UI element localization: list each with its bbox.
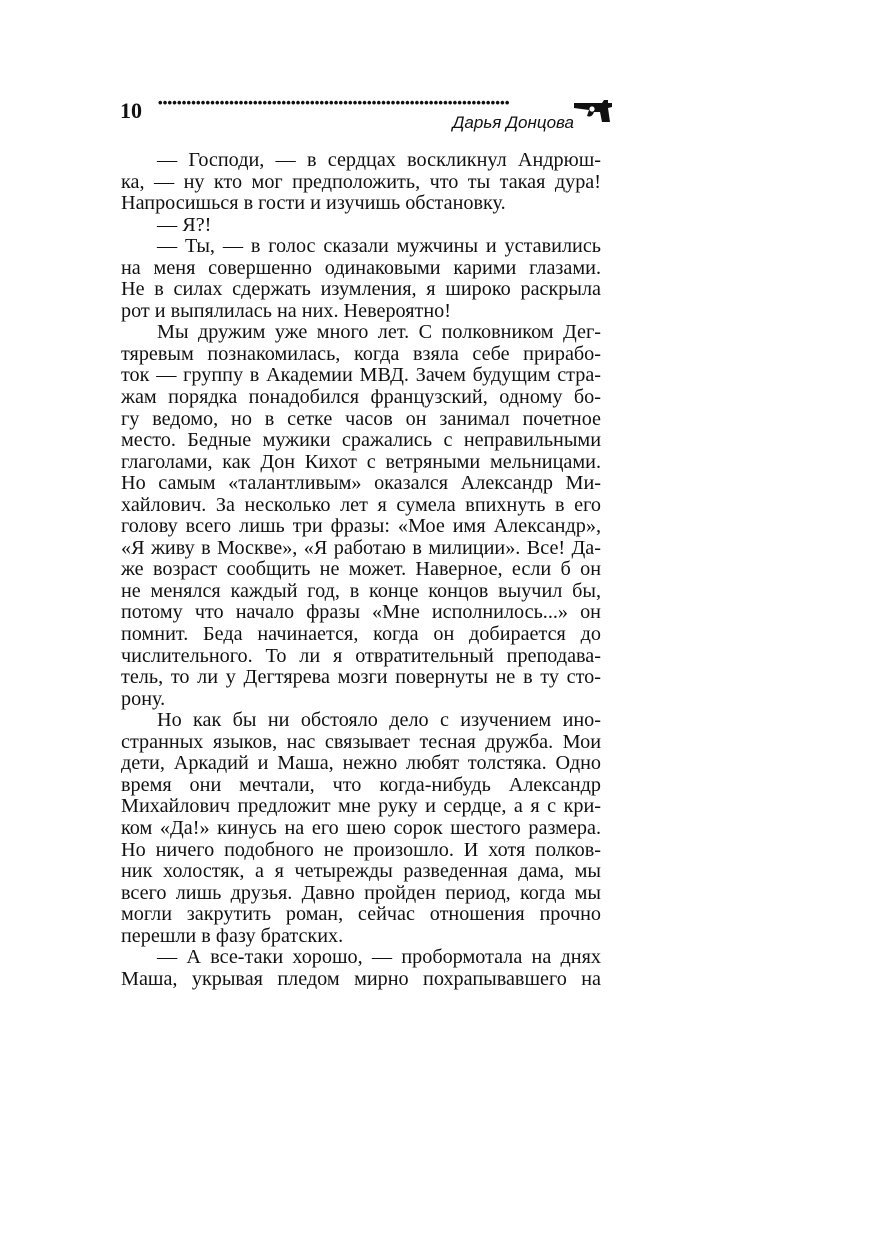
- text-line: хайлович. За несколько лет я сумела впихнуть в его: [121, 493, 601, 516]
- text-line: ком «Да!» кинусь на его шею сорок шестого размера.: [121, 816, 601, 839]
- text-line: место. Бедные мужики сражались с неправильными: [121, 429, 601, 452]
- text-line: на меня совершенно одинаковыми карими глазами.: [121, 256, 601, 279]
- text-line: потому что начало фразы «Мне исполнилось...» он: [121, 601, 601, 624]
- author-name: Дарья Донцова: [452, 113, 574, 132]
- text-line: не менялся каждый год, в конце концов выучил бы,: [121, 579, 601, 602]
- text-line: могли закрутить роман, сейчас отношения прочно: [121, 903, 601, 926]
- text-line: гу ведомо, но в сетке часов он занимал почетное: [121, 407, 601, 430]
- text-line: тель, то ли у Дегтярева мозги повернуты не в ту сто-: [121, 666, 601, 689]
- text-line: перешли в фазу братских.: [121, 924, 344, 947]
- text-line: же возраст сообщить не может. Наверное, если б он: [121, 558, 601, 581]
- text-line: глаголами, как Дон Кихот с ветряными мельницами.: [121, 450, 601, 473]
- text-line: Напросишься в гости и изучишь обстановку.: [121, 192, 506, 215]
- text-line: странных языков, нас связывает тесная дружба. Мои: [121, 730, 601, 753]
- page-number: 10: [120, 98, 142, 123]
- text-line: Но самым «талантливым» оказался Александр Ми-: [121, 472, 601, 495]
- text-line: голову всего лишь три фразы: «Мое имя Александр»,: [121, 515, 601, 538]
- text-line: Михайлович предложит мне руку и сердце, а я с кри-: [121, 795, 601, 818]
- text-line: «Я живу в Москве», «Я работаю в милиции». Все! Да-: [121, 536, 601, 559]
- text-line: Но ничего подобного не произошло. И хотя полков-: [121, 838, 601, 861]
- text-line: дети, Аркадий и Маша, нежно любят толстяка. Одно: [121, 752, 601, 775]
- revolver-icon: [572, 94, 616, 126]
- text-line: рону.: [121, 687, 166, 710]
- body-text: [121, 150, 601, 990]
- text-line: Мы дружим уже много лет. С полковником Дег-: [157, 321, 601, 344]
- text-line: жам порядка понадобился французский, одному бо-: [121, 386, 601, 409]
- text-line: время они мечтали, что когда-нибудь Александр: [121, 773, 601, 796]
- text-line: помнит. Беда начинается, когда он добирается до: [121, 623, 601, 646]
- running-header: [0, 0, 875, 140]
- text-line: Маша, укрывая пледом мирно похрапывавшего на: [121, 967, 601, 990]
- text-line: Не в силах сдержать изумления, я широко раскрыла: [121, 278, 601, 301]
- text-line: ка, — ну кто мог предположить, что ты такая дура!: [121, 170, 601, 193]
- text-line: — А все-таки хорошо, — пробормотала на днях: [157, 946, 601, 969]
- text-line: ток — группу в Академии МВД. Зачем будущим стра-: [121, 364, 601, 387]
- text-line: тяревым познакомилась, когда взяла себе прирабо-: [121, 342, 601, 365]
- text-line: — Ты, — в голос сказали мужчины и уставились: [157, 235, 601, 258]
- text-line: ник холостяк, а я четырежды разведенная дама, мы: [121, 860, 601, 883]
- text-line: — Господи, — в сердцах воскликнул Андрюш-: [157, 149, 601, 171]
- text-line: рот и выпялилась на них. Невероятно!: [121, 299, 451, 322]
- dotted-rule: ••••••••••••••••••••••••••••••••••••••••••••••••••••••••••••••••••••••••••: [158, 96, 510, 110]
- text-line: Но как бы ни обстояло дело с изучением ино-: [157, 709, 601, 732]
- text-line: числительного. То ли я отвратительный преподава-: [121, 644, 601, 667]
- text-line: — Я?!: [157, 213, 212, 236]
- text-line: всего лишь друзья. Давно пройден период, когда мы: [121, 881, 601, 904]
